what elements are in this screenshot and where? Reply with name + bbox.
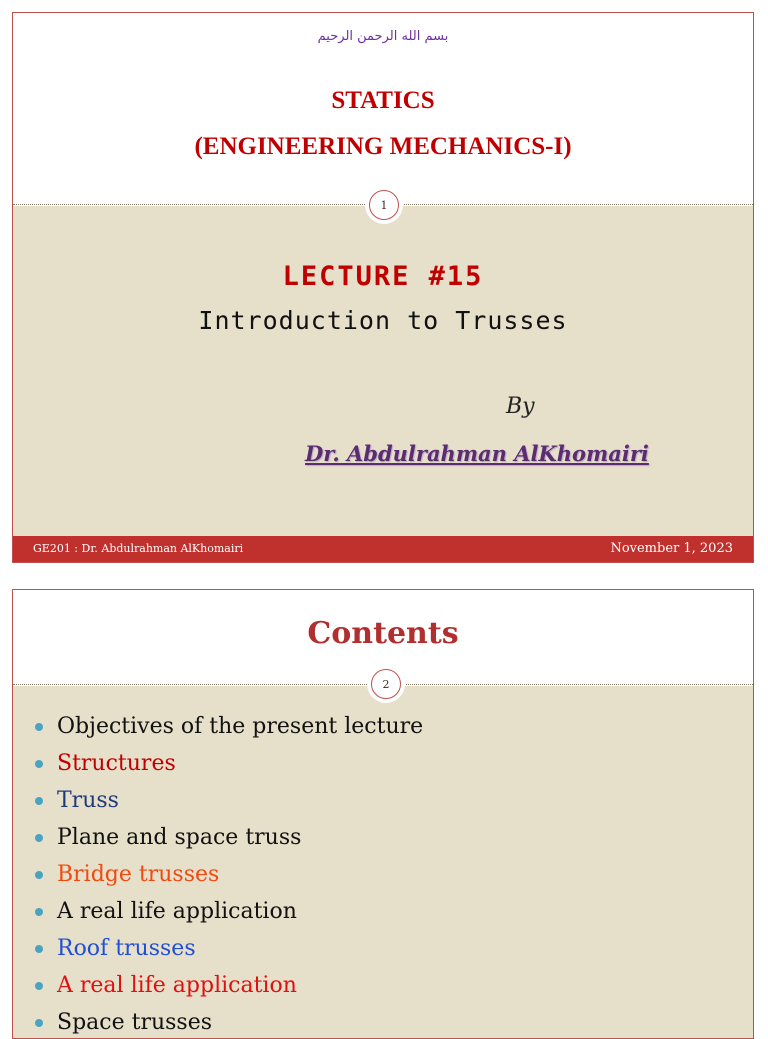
contents-item — [33, 893, 423, 930]
lecture-topic: Introduction to Trusses — [198, 306, 568, 335]
contents-item-label: Objectives of the present lecture — [57, 714, 424, 739]
contents-item — [33, 930, 423, 967]
contents-item-label: Roof trusses — [57, 936, 196, 961]
contents-item-label: A real life application — [57, 973, 297, 998]
slide-header — [13, 13, 753, 206]
bullet-dot-icon — [35, 1019, 43, 1027]
contents-list — [33, 708, 423, 1039]
contents-item-label: Structures — [57, 751, 176, 776]
course-subtitle: (ENGINEERING MECHANICS-I) — [194, 133, 572, 160]
bullet-dot-icon — [35, 908, 43, 916]
bullet-dot-icon — [35, 834, 43, 842]
slide-number-badge: 1 — [369, 190, 399, 220]
lecture-number: LECTURE #15 — [282, 261, 484, 292]
bullet-dot-icon — [35, 982, 43, 990]
contents-item — [33, 708, 423, 745]
contents-item — [33, 967, 423, 1004]
bullet-dot-icon — [35, 723, 43, 731]
contents-item-label: Plane and space truss — [57, 825, 302, 850]
contents-item-label: A real life application — [57, 899, 297, 924]
footer-course: GE201 : Dr. Abdulrahman AlKhomairi — [33, 542, 244, 555]
slide-number-badge: 2 — [371, 669, 401, 699]
footer-date: November 1, 2023 — [610, 541, 733, 556]
bullet-dot-icon — [35, 871, 43, 879]
contents-item-label: Bridge trusses — [57, 862, 220, 887]
slide-body — [13, 206, 753, 538]
contents-item — [33, 745, 423, 782]
contents-item-label: Space trusses — [57, 1010, 213, 1035]
contents-item — [33, 856, 423, 893]
contents-item — [33, 819, 423, 856]
by-label: By — [506, 394, 535, 419]
course-title: STATICS — [331, 87, 435, 114]
slide-footer — [13, 536, 753, 562]
bullet-dot-icon — [35, 797, 43, 805]
contents-item — [33, 1004, 423, 1039]
basmala-text: بسم الله الرحمن الرحيم — [317, 29, 449, 44]
author-name: Dr. Abdulrahman AlKhomairi — [305, 441, 649, 466]
contents-slide — [12, 589, 754, 1039]
bullet-dot-icon — [35, 945, 43, 953]
contents-item-label: Truss — [57, 788, 119, 813]
title-slide — [12, 12, 754, 563]
contents-title: Contents — [307, 616, 459, 651]
contents-item — [33, 782, 423, 819]
bullet-dot-icon — [35, 760, 43, 768]
